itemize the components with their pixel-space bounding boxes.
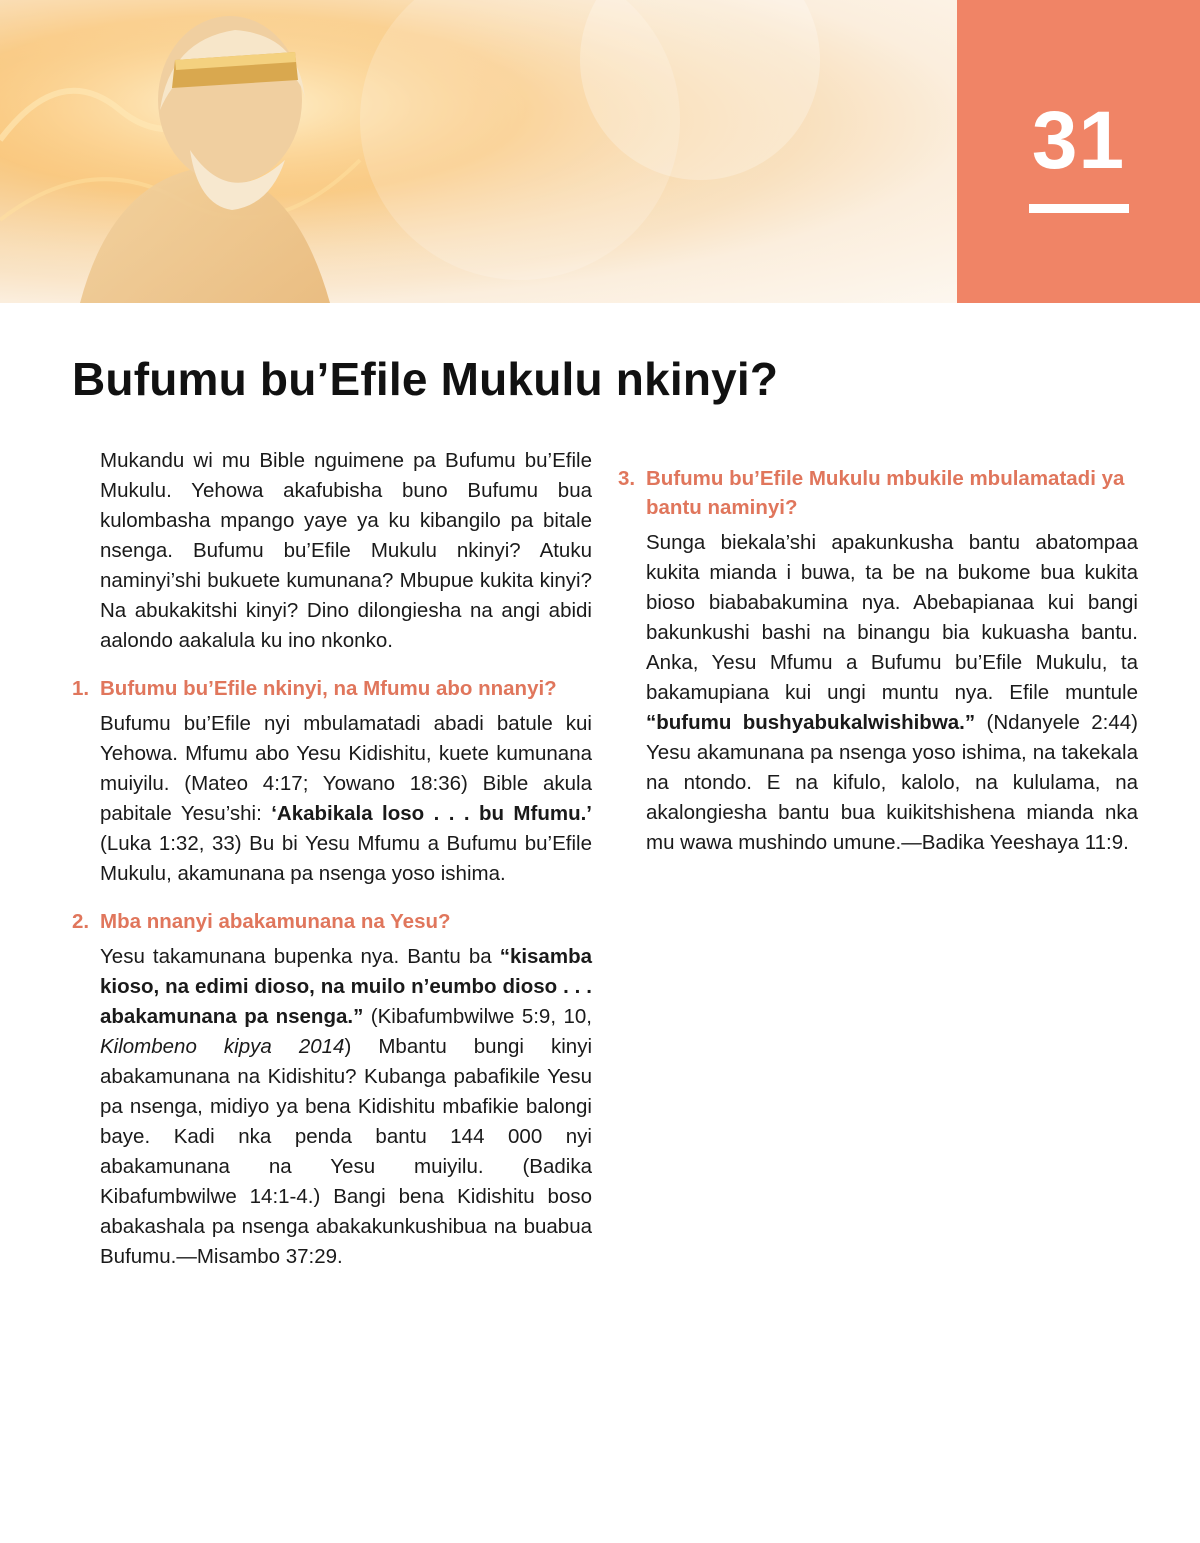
answer-2-paragraph xyxy=(100,942,592,1272)
header-illustration xyxy=(0,0,957,303)
king-jesus-illustration xyxy=(0,0,957,303)
question-3-number: 3. xyxy=(618,467,636,490)
answer-3-bold-quote: “bufumu bushyabukalwishibwa.” xyxy=(646,711,976,734)
lesson-number: 31 xyxy=(1031,95,1126,186)
lesson-number-underline xyxy=(1029,204,1129,213)
question-2-text: Mba nnanyi abakamunana na Yesu? xyxy=(100,910,451,933)
answer-2-bold-quote: “kisamba kioso, na edimi dioso, na muilo n’eumbo dioso . . . abakamunana pa nsenga.” xyxy=(100,945,592,1028)
answer-2-text-c: ) Mbantu bungi kinyi abakamunana na Kidishitu? Kubanga pabafikile Yesu pa nsenga, midiyo ya bena Kidishitu mbafikie balongi baye. Kadi nka penda bantu 144 000 nyi abakamunana na Yesu muiyilu. (Badika Kibafumbwilwe 14:1-4.) Bangi bena Kidishitu boso abakashala pa nsenga abakakunkushibua na buabua Bufumu.—Misambo 37:29. xyxy=(100,1035,592,1268)
answer-1-text-b: (Luka 1:32, 33) Bu bi Yesu Mfumu a Bufumu bu’Efile Mukulu, akamunana pa nsenga yoso ishima. xyxy=(100,832,592,885)
answer-2-text-a: Yesu takamunana bupenka nya. Bantu ba xyxy=(100,945,500,968)
lesson-number-box xyxy=(957,0,1200,303)
answer-1-paragraph xyxy=(100,709,592,889)
right-column xyxy=(618,446,1138,870)
question-3 xyxy=(618,464,1138,522)
intro-paragraph: Mukandu wi mu Bible nguimene pa Bufumu bu’Efile Mukulu. Yehowa akafubisha buno Bufumu bua kulombasha mpango yaye ya ku kibangilo pa bitale nsenga. Bufumu bu’Efile Mukulu nkinyi? Atuku naminyi’shi bukuete kumunana? Mbupue kukita kinyi? Na abukakitshi kinyi? Dino dilongiesha na angi abidi aalondo aakalula ku ino nkonko. xyxy=(100,449,592,652)
page-title: Bufumu bu’Efile Mukulu nkinyi? xyxy=(72,353,779,405)
answer-2-text-b: (Kibafumbwilwe 5:9, 10, xyxy=(363,1005,592,1028)
question-1 xyxy=(72,674,592,703)
answer-1-text-a: Bufumu bu’Efile nyi mbulamatadi abadi batule kui Yehowa. Mfumu abo Yesu Kidishitu, kuete kumunana muiyilu. (Mateo 4:17; Yowano 18:36) Bible akula pabitale Yesu’shi: xyxy=(100,712,592,825)
answer-3-text-a: Sunga biekala’shi apakunkusha bantu abatompaa kukita mianda i buwa, ta be na bukome bua kukita bioso biababakumina nya. Abebapianaa kui bangi bakunkushi bashi na binangu bia kukuasha bantu. Anka, Yesu Mfumu a Bufumu bu’Efile Mukulu, ta bakamupiana kui ungi muntu nya. Efile muntule xyxy=(646,531,1138,704)
answer-3-text-b: (Ndanyele 2:44) Yesu akamunana pa nsenga yoso ishima, na takekala na ntondo. E na kifulo, kalolo, na kululama, na akalongiesha bantu bua kuikitshishena mianda nka mu wawa mushindo umune.—Badika Yeeshaya 11:9. xyxy=(646,711,1139,854)
question-2 xyxy=(72,907,592,936)
answer-1-bold-quote: ‘Akabikala loso . . . bu Mfumu.’ xyxy=(271,802,592,825)
answer-2-italic-source: Kilombeno kipya 2014 xyxy=(100,1035,345,1058)
left-column xyxy=(72,446,592,1284)
question-3-text: Bufumu bu’Efile Mukulu mbukile mbulamatadi ya bantu naminyi? xyxy=(646,467,1125,519)
question-1-number: 1. xyxy=(72,677,90,700)
answer-3-paragraph xyxy=(646,528,1138,858)
question-1-text: Bufumu bu’Efile nkinyi, na Mfumu abo nnanyi? xyxy=(100,677,557,700)
question-2-number: 2. xyxy=(72,910,90,933)
